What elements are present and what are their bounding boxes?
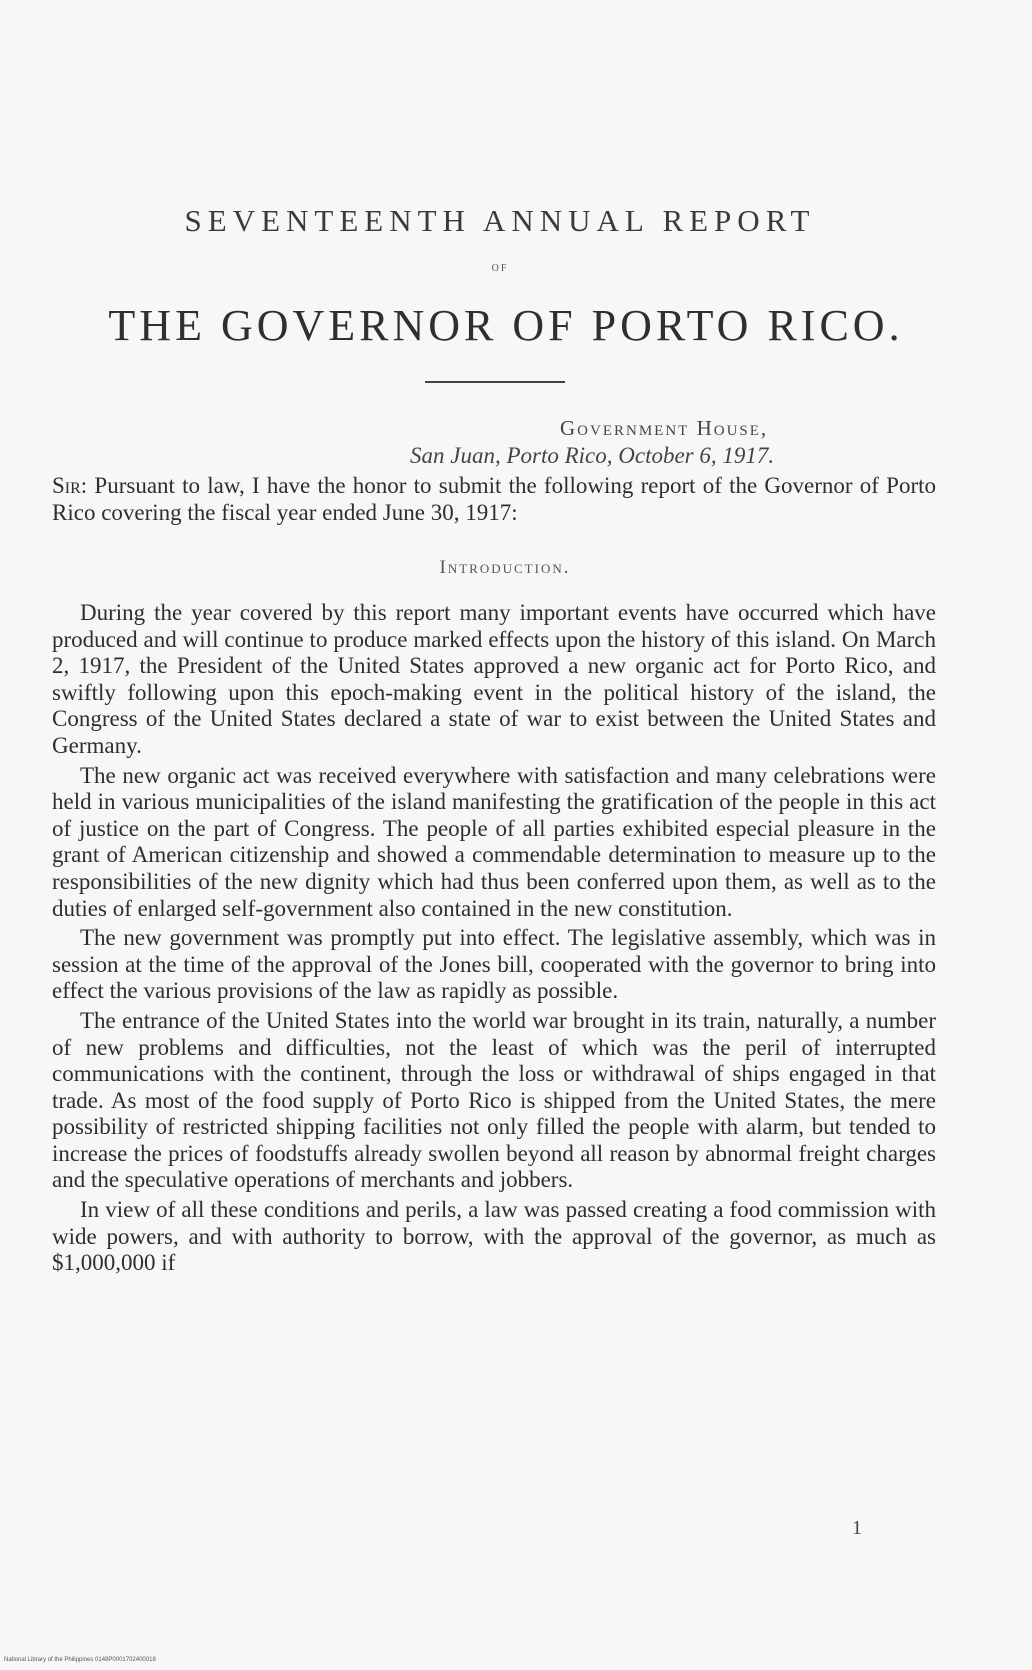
address-line1: Government House, [560, 416, 769, 440]
report-title-line1: SEVENTEENTH ANNUAL REPORT [184, 203, 816, 238]
report-title-of: OF [491, 263, 509, 274]
salutation-text: Pursuant to law, I have the honor to submit the following report of the Governor of Porto Rico covering the fiscal year ended June 30, 1917: [52, 473, 937, 525]
paragraph-2: The new organic act was received everywhere with satisfaction and many celebrations were held in various municipalities of the island manifesting the gratification of the people in this act of justice on the part of Congress. The people of all parties exhibited especial pleasure in the grant of American citizenship and showed a commendable determination to measure up to the responsibilities of the new dignity which had thus been conferred upon them, as well as to the duties of enlarged self-government also contained in the new constitution. [52, 762, 936, 921]
paragraph-4: The entrance of the United States into the world war brought in its train, naturally, a number of new problems and difficulties, not the least of which was the peril of interrupted communications with the continent, through the loss or withdrawal of ships engaged in that trade. As most of the food supply of Porto Rico is shipped from the United States, the mere possibility of restricted shipping facilities not only filled the people with alarm, but tended to increase the prices of foodstuffs already swollen beyond all reason by abnormal freight charges and the speculative operations of merchants and jobbers. [52, 1007, 936, 1193]
title-divider [425, 381, 565, 383]
address-line2: San Juan, Porto Rico, October 6, 1917. [410, 443, 775, 468]
paragraph-1: During the year covered by this report many important events have occurred which have produced and will continue to produce marked effects upon the history of this island. On March 2, 1917, the President of the United States approved a new organic act for Porto Rico, and swiftly following upon this epoch-making event in the political history of the island, the Congress of the United States declared a state of war to exist between the United States and Germany. [52, 600, 936, 758]
paragraph-5: In view of all these conditions and perils, a law was passed creating a food commission with wide powers, and with authority to borrow, with the approval of the governor, as much as $1,000,000 if [52, 1197, 936, 1276]
scan-footer: National Library of the Philippines 0148P0001702400018 [4, 1657, 156, 1663]
salutation-paragraph [52, 473, 936, 526]
report-title-line2: THE GOVERNOR OF PORTO RICO. [108, 301, 904, 350]
page-number: 1 [852, 1517, 862, 1539]
body-paragraphs [52, 600, 936, 1277]
section-heading: Introduction. [439, 557, 571, 578]
paragraph-3: The new government was promptly put into effect. The legislative assembly, which was in session at the time of the approval of the Jones bill, cooperated with the governor to bring into effect the various provisions of the law as rapidly as possible. [52, 925, 936, 1004]
salutation-sir: Sir: [52, 473, 88, 498]
